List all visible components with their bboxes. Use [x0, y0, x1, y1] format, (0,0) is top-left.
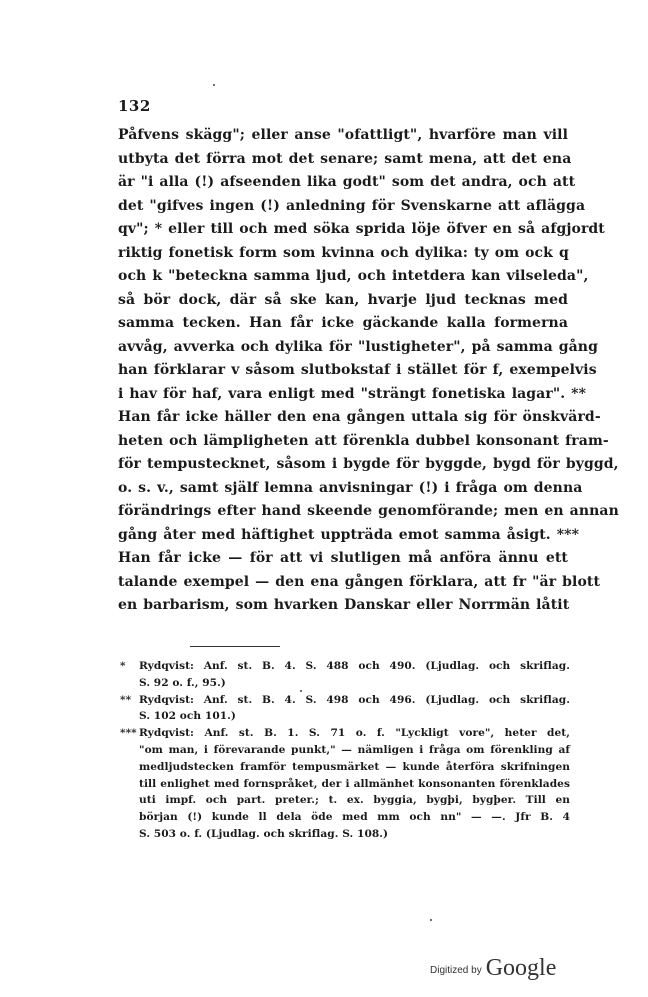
body-line: Påfvens skägg"; eller anse "ofattligt", hvarföre man vill [118, 127, 568, 143]
body-line: Han får icke — för att vi slutligen må anföra ännu ett [118, 550, 568, 566]
footnote-3 [120, 725, 570, 843]
footnote-rule [190, 646, 280, 647]
body-line: och k "beteckna samma ljud, och intetdera kan vilseleda", [118, 268, 589, 284]
body-line: talande exempel — den ena gången förklara, att fr "är blott [118, 573, 601, 590]
footnote-mark: * [120, 660, 126, 672]
body-line: förändrings efter hand skeende genomförande; men en annan [118, 503, 619, 519]
body-line: riktig fonetisk form som kvinna och dylika: ty om ock q [118, 244, 569, 261]
footnote-line [120, 725, 570, 742]
scan-speck [430, 919, 432, 921]
footnote-line: uti impf. och part. preter.; t. ex. byggia, bygþi, bygþer. Till en [139, 794, 570, 807]
footnote-mark: *** [120, 727, 137, 740]
footnote-line: S. 92 o. f., 95.) [139, 676, 226, 689]
body-line: o. s. v., samt själf lemna anvisningar (!) i fråga om denna [118, 479, 583, 496]
footnote-line [120, 692, 570, 709]
body-line: utbyta det förra mot det senare; samt mena, att det ena [118, 150, 572, 167]
google-watermark [430, 950, 570, 980]
footnotes [120, 658, 570, 843]
body-line: så bör dock, där så ske kan, hvarje ljud tecknas med [118, 291, 568, 308]
scan-speck [213, 84, 215, 86]
body-line: för tempustecknet, såsom i bygde för byggde, bygd för byggd, [118, 456, 619, 472]
footnote-line: medljudstecken framför tempusmärket — kunde återföra skrifningen [139, 760, 570, 773]
footnote-line: början (!) kunde ll dela öde med mm och nn" — —. Jfr B. 4 [139, 811, 570, 824]
page-number: 132 [118, 97, 151, 115]
watermark-prefix: Digitized by [430, 965, 482, 976]
body-line: samma tecken. Han får icke gäckande kalla formerna [118, 315, 568, 331]
body-line: gång åter med häftighet uppträda emot samma åsigt. *** [118, 526, 580, 543]
footnote-line: S. 102 och 101.) [139, 710, 236, 723]
body-line: i hav för haf, vara enligt med "strängt fonetiska lagar". ** [118, 385, 587, 402]
body-line: det "gifves ingen (!) anledning för Svenskarne att aflägga [118, 197, 586, 214]
footnote-text: Rydqvist: Anf. st. B. 4. S. 488 och 490. (Ljudlag. och skriflag. [139, 660, 570, 672]
body-line: en barbarism, som hvarken Danskar eller Norrmän låtit [118, 597, 570, 613]
footnote-2 [120, 692, 570, 726]
footnote-line [120, 658, 570, 675]
body-line: qv"; * eller till och med söka sprida löje öfver en så afgjordt [118, 221, 605, 237]
body-line: är "i alla (!) afseenden lika godt" som det andra, och att [118, 174, 576, 190]
footnote-text: Rydqvist: Anf. st. B. 4. S. 498 och 496. (Ljudlag. och skriflag. [139, 693, 570, 706]
body-line: avvåg, avverka och dylika för "lustigheter", på samma gång [118, 338, 598, 355]
footnote-1 [120, 658, 570, 692]
footnote-line: "om man, i förevarande punkt," — nämligen i fråga om förenkling af [139, 743, 570, 756]
body-line: han förklarar v såsom slutbokstaf i stället för f, exempelvis [118, 362, 597, 378]
google-logo: Google [485, 955, 557, 981]
footnote-text: Rydqvist: Anf. st. B. 1. S. 71 o. f. "Lyckligt vore", heter det, [139, 727, 570, 740]
footnote-line: S. 503 o. f. (Ljudlag. och skriflag. S. 108.) [139, 827, 389, 840]
body-line: Han får icke häller den ena gången uttala sig för önskvärd- [118, 409, 601, 425]
footnote-mark: ** [120, 693, 132, 706]
body-text [118, 124, 619, 618]
body-line: heten och lämpligheten att förenkla dubbel konsonant fram- [118, 432, 609, 449]
footnote-line: till enlighet med fornspråket, der i allmänhet konsonanten förenklades [139, 777, 570, 790]
